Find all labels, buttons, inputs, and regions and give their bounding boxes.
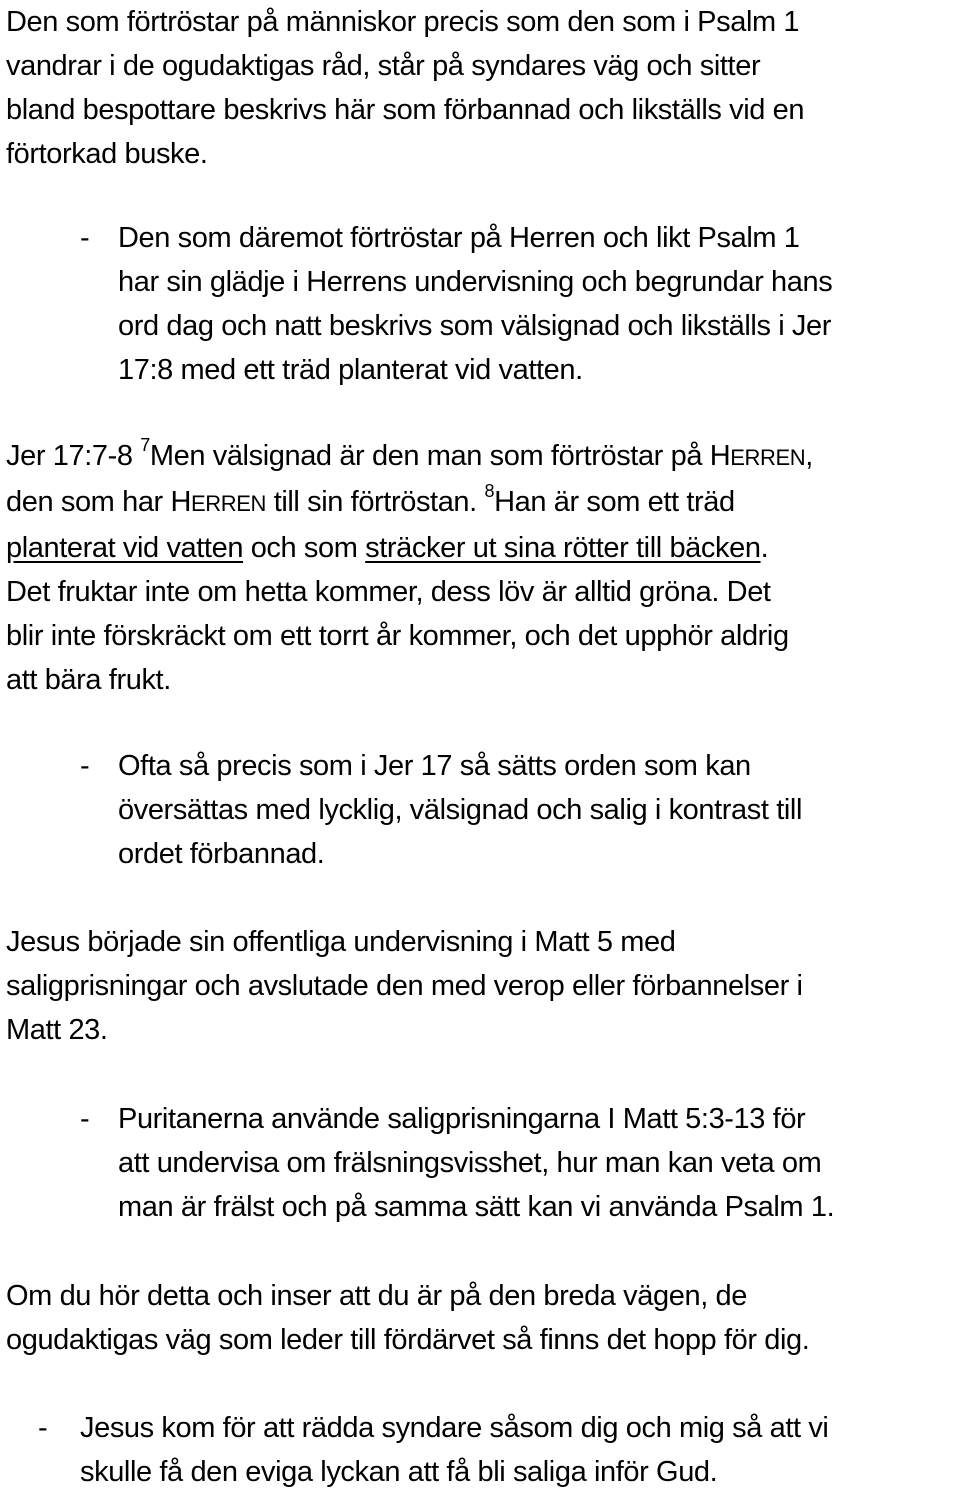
text-line: saligprisningar och avslutade den med verop eller förbannelser i (6, 970, 803, 1002)
text-line: vandrar i de ogudaktigas råd, står på syndares väg och sitter (6, 50, 761, 82)
bullet-item-blessed-words (80, 744, 958, 876)
paragraph-intro (6, 0, 956, 176)
underlined-phrase: sträcker ut sina rötter till bäcken (365, 532, 761, 564)
bullet-dash: - (80, 222, 90, 254)
bullet-dash: - (38, 1412, 48, 1444)
bullet-dash: - (80, 1103, 90, 1135)
text-line: ord dag och natt beskrivs som välsignad och likställs i Jer (118, 310, 832, 342)
text-line: ordet förbannad. (118, 838, 325, 870)
text-line: att undervisa om frälsningsvisshet, hur man kan veta om (118, 1147, 822, 1179)
text-line: Jesus började sin offentliga undervisning i Matt 5 med (6, 926, 676, 958)
text-line: Matt 23. (6, 1014, 108, 1046)
quote-text: Han är som ett träd (494, 486, 735, 518)
paragraph-jesus-teaching (6, 920, 956, 1052)
text-line: skulle få den eviga lyckan att få bli saliga inför Gud. (80, 1456, 718, 1488)
text-line: man är frälst och på samma sätt kan vi använda Psalm 1. (118, 1191, 835, 1223)
text-line: förtorkad buske. (6, 138, 208, 170)
text-line: 17:8 med ett träd planterat vid vatten. (118, 354, 583, 386)
lord-smallcaps: HERREN (709, 440, 806, 472)
text-line: Den som däremot förtröstar på Herren och likt Psalm 1 (118, 222, 800, 254)
text-line: att bära frukt. (6, 664, 171, 696)
verse-number: 8 (484, 481, 495, 501)
quote-text: Men välsignad är den man som förtröstar på (149, 440, 710, 472)
text-line: Ofta så precis som i Jer 17 så sätts orden som kan (118, 750, 751, 782)
paragraph-broad-way (6, 1274, 956, 1362)
text-line: ogudaktigas väg som leder till fördärvet så finns det hopp för dig. (6, 1324, 810, 1356)
text-line: Det fruktar inte om hetta kommer, dess löv är alltid gröna. Det (6, 576, 771, 608)
text-line: planterat vid vatten och som sträcker ut sina rötter till bäcken. (6, 532, 769, 564)
underlined-phrase: planterat vid vatten (6, 532, 244, 564)
text-line: Om du hör detta och inser att du är på den breda vägen, de (6, 1280, 747, 1312)
text-line: Jesus kom för att rädda syndare såsom dig och mig så att vi (80, 1412, 829, 1444)
bullet-dash: - (80, 750, 90, 782)
text-line: översättas med lycklig, välsignad och salig i kontrast till (118, 794, 802, 826)
scripture-quote (6, 434, 956, 702)
bullet-item-jesus-saves (38, 1406, 958, 1494)
text-line: Puritanerna använde saligprisningarna I Matt 5:3-13 för (118, 1103, 806, 1135)
bullet-item-blessed (80, 216, 958, 392)
text-line: bland bespottare beskrivs här som förbannad och likställs vid en (6, 94, 805, 126)
lord-smallcaps: HERREN (170, 486, 267, 518)
text-line: Jer 17:7-8 $^7$Men välsignad är den man som förtröstar på HERREN, (6, 435, 813, 472)
scripture-reference: Jer 17:7-8 (6, 440, 141, 472)
text-line: har sin glädje i Herrens undervisning och begrundar hans (118, 266, 833, 298)
verse-number: 7 (140, 435, 150, 455)
text-line: Den som förtröstar på människor precis som den som i Psalm 1 (6, 6, 800, 38)
text-line: blir inte förskräckt om ett torrt år kommer, och det upphör aldrig (6, 620, 789, 652)
bullet-item-puritans (80, 1097, 958, 1229)
quote-text: den som har (6, 486, 171, 518)
text-line: den som har HERREN till sin förtröstan. $^8$Han är som ett träd (6, 481, 735, 518)
